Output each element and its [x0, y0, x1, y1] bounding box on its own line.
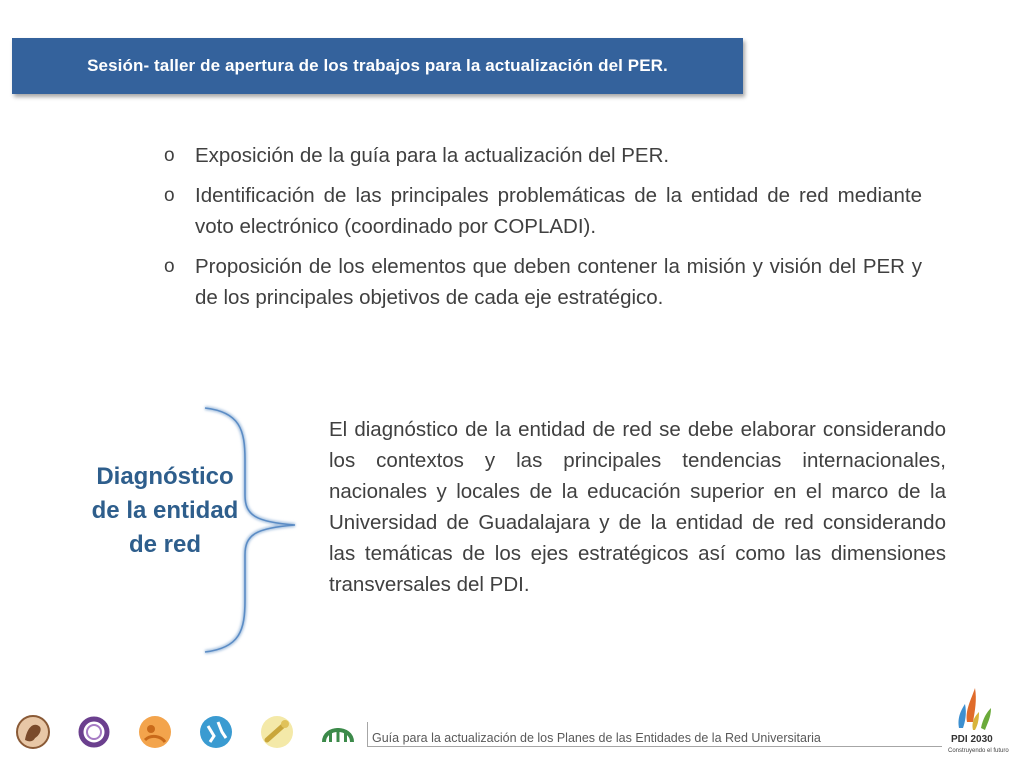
bullet-marker: o [164, 185, 175, 206]
ring-logo-icon [76, 714, 112, 750]
bullet-list [160, 140, 922, 322]
diagnostico-text: El diagnóstico de la entidad de red se debe elaborar considerando los contextos y las principales tendencias internacionales, nacionales y locales de la educación superior en el marco de la Universidad de Guadalajara y de la entidad de red considerando las temáticas de los ejes estratégicos así como las dimensiones transversales del PDI. [329, 418, 946, 596]
bullet-marker: o [164, 256, 175, 277]
bullet-text: Exposición de la guía para la actualización del PER. [195, 144, 670, 167]
globe-logo-icon [198, 714, 234, 750]
pdi-label: PDI 2030 [951, 734, 993, 745]
diagnostico-title: Diagnóstico de la entidad de red [91, 463, 239, 558]
footer-text: Guía para la actualización de los Planes de las Entidades de la Red Universitaria [372, 731, 821, 745]
lightbulb-logo-icon [259, 714, 295, 750]
bullet-text: Proposición de los elementos que deben contener la misión y visión del PER y de los principales objetivos de cada eje estratégico. [195, 255, 922, 309]
header-banner [12, 38, 743, 94]
ape-logo-icon [15, 714, 51, 750]
footer-divider-vertical [367, 722, 368, 746]
footer-divider [367, 746, 942, 747]
bullet-item [160, 140, 922, 171]
pdi-sub-label: Construyendo el futuro [948, 748, 1009, 754]
columns-logo-icon [320, 714, 356, 750]
bullet-item [160, 180, 922, 242]
monkey-logo-icon [137, 714, 173, 750]
bullet-marker: o [164, 145, 175, 166]
footer-logos [15, 714, 356, 750]
bullet-text: Identificación de las principales problemáticas de la entidad de red mediante voto electrónico (coordinado por COPLADI). [195, 184, 922, 238]
bullet-item [160, 251, 922, 313]
slide-title: Sesión- taller de apertura de los trabajos para la actualización del PER. [87, 56, 668, 75]
